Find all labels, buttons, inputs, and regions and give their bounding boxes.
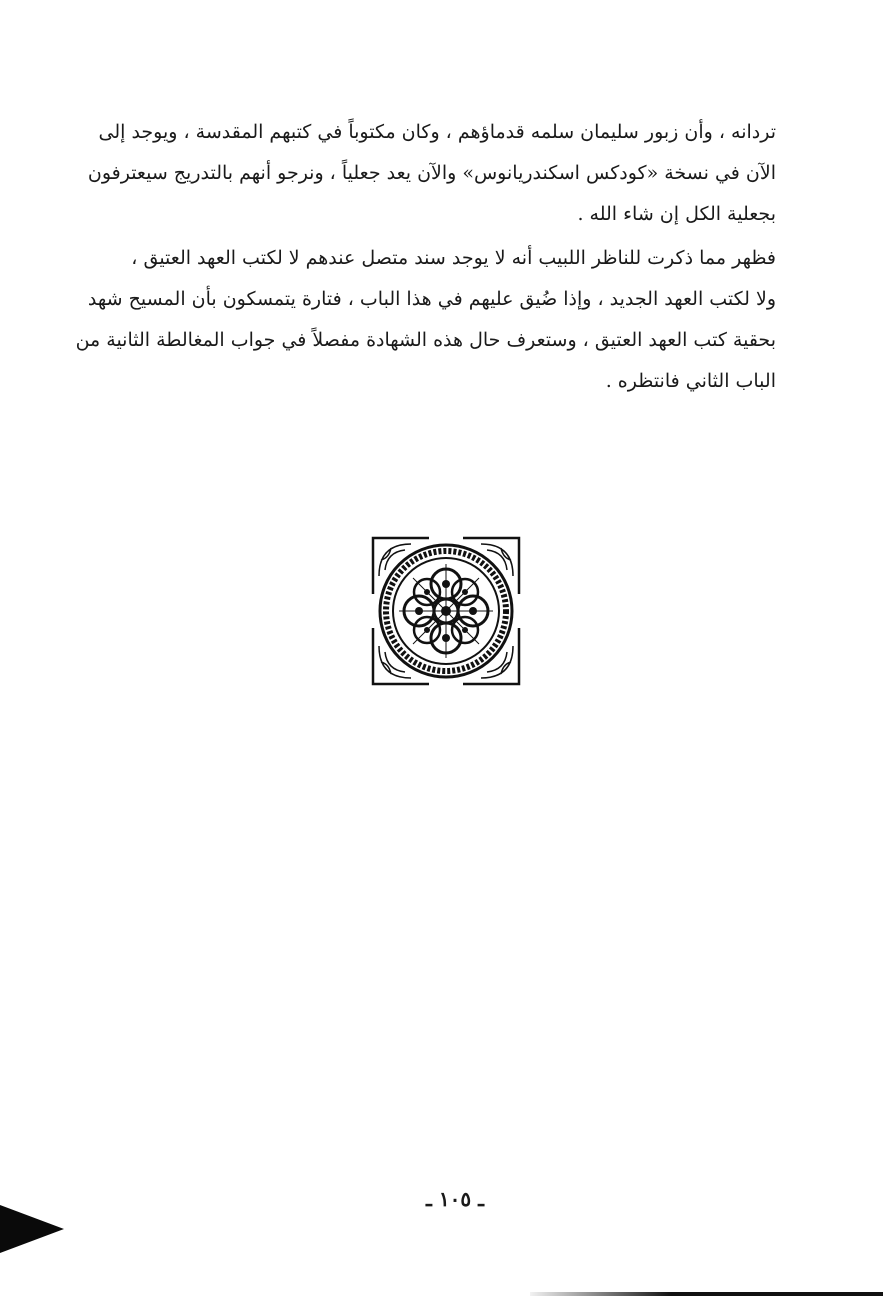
paragraph-line: بجعلية الكل إن شاء الله . — [577, 203, 776, 225]
arabesque-rosette-icon — [371, 536, 521, 686]
page-number: ـ ١٠٥ ـ — [426, 1187, 484, 1211]
scan-edge-line — [530, 1292, 883, 1296]
paragraph-line: تردانه ، وأن زبور سليمان سلمه قدماؤهم ، وكان مكتوباً في كتبهم المقدسة ، ويوجد إلى — [98, 121, 776, 143]
paragraph-1 — [87, 112, 776, 235]
scan-corner-mark — [0, 1205, 64, 1253]
paragraph-line: الآن في نسخة «كودكس اسكندريانوس» والآن يعد جعلياً ، ونرجو أنهم بالتدريج سيعترفون — [87, 162, 776, 184]
paragraph-2 — [75, 238, 776, 402]
paragraph-line: الباب الثاني فانتظره . — [605, 370, 776, 392]
paragraph-line: ولا لكتب العهد الجديد ، وإذا ضُيق عليهم في هذا الباب ، فتارة يتمسكون بأن المسيح شهد — [87, 288, 776, 310]
paragraph-line: فظهر مما ذكرت للناظر اللبيب أنه لا يوجد سند متصل عندهم لا لكتب العهد العتيق ، — [131, 247, 776, 269]
paragraph-line: بحقية كتب العهد العتيق ، وستعرف حال هذه الشهادة مفصلاً في جواب المغالطة الثانية من — [75, 329, 776, 351]
